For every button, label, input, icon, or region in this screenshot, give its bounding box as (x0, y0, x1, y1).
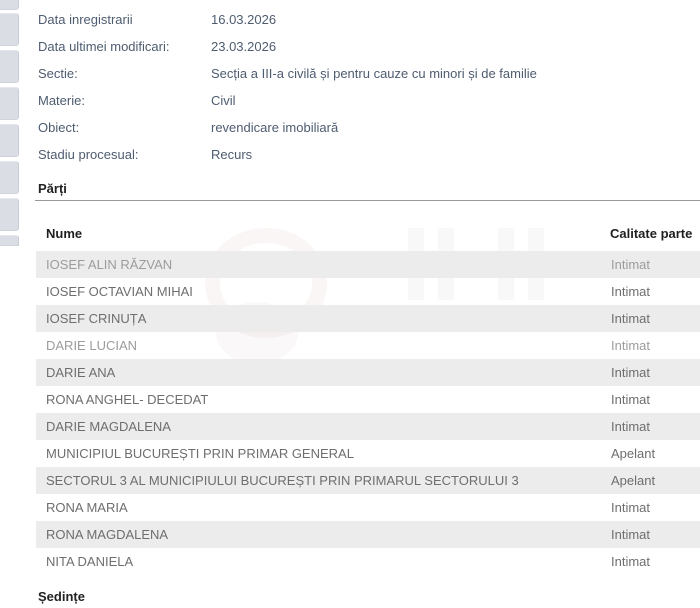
case-detail-label: Stadiu procesual: (38, 147, 139, 162)
menu-button-fragment[interactable] (0, 124, 19, 157)
case-detail-row (38, 6, 693, 33)
party-role-cell: Intimat (611, 284, 651, 299)
party-name-cell: RONA MAGDALENA (46, 527, 169, 542)
party-name-cell: DARIE ANA (46, 365, 116, 380)
table-row (36, 251, 700, 278)
table-row (36, 305, 700, 332)
party-role-cell: Intimat (611, 554, 651, 569)
party-name-cell: MUNICIPIUL BUCUREȘTI PRIN PRIMAR GENERAL (46, 446, 354, 461)
parties-section-title: Părți (38, 181, 67, 196)
case-detail-label: Data ultimei modificari: (38, 39, 170, 54)
case-detail-value: revendicare imobiliară (211, 120, 339, 135)
table-row (36, 413, 700, 440)
table-row (36, 386, 700, 413)
table-row (36, 494, 700, 521)
party-name-cell: RONA MARIA (46, 500, 128, 515)
case-detail-value: Civil (211, 93, 236, 108)
party-name-cell: NITA DANIELA (46, 554, 134, 569)
party-name-cell: RONA ANGHEL- DECEDAT (46, 392, 209, 407)
table-row (36, 467, 700, 494)
party-name-cell: DARIE MAGDALENA (46, 419, 171, 434)
table-row (36, 278, 700, 305)
case-detail-value: Secția a III-a civilă și pentru cauze cu minori și de familie (211, 66, 537, 81)
case-detail-label: Data inregistrarii (38, 12, 133, 27)
party-role-cell: Intimat (611, 419, 651, 434)
case-detail-label: Materie: (38, 93, 85, 108)
table-row (36, 332, 700, 359)
menu-button-fragment[interactable] (0, 235, 19, 246)
menu-button-fragment[interactable] (0, 198, 19, 231)
case-detail-row (38, 60, 693, 87)
parties-table-header (36, 226, 700, 242)
case-detail-value: 16.03.2026 (211, 12, 277, 27)
column-header-name: Nume (46, 226, 83, 241)
table-row (36, 548, 700, 575)
column-header-role: Calitate parte (610, 226, 693, 241)
party-name-cell: IOSEF CRINUȚA (46, 311, 147, 326)
menu-button-fragment[interactable] (0, 13, 19, 46)
case-details-list (38, 6, 693, 168)
party-role-cell: Apelant (611, 473, 656, 488)
party-role-cell: Intimat (611, 311, 651, 326)
party-role-cell: Intimat (611, 500, 651, 515)
party-role-cell: Intimat (611, 365, 651, 380)
case-detail-row (38, 114, 693, 141)
table-row (36, 359, 700, 386)
section-divider (35, 200, 700, 201)
parties-table (36, 251, 700, 575)
party-role-cell: Intimat (611, 338, 651, 353)
sessions-section-title: Ședințe (38, 589, 85, 604)
menu-button-fragment[interactable] (0, 161, 19, 194)
table-row (36, 440, 700, 467)
party-role-cell: Apelant (611, 446, 656, 461)
case-detail-row (38, 87, 693, 114)
party-role-cell: Intimat (611, 392, 651, 407)
menu-button-fragment[interactable] (0, 87, 19, 120)
case-detail-label: Obiect: (38, 120, 80, 135)
party-name-cell: IOSEF ALIN RĂZVAN (46, 257, 173, 272)
party-role-cell: Intimat (611, 527, 651, 542)
case-detail-value: Recurs (211, 147, 253, 162)
table-row (36, 521, 700, 548)
case-detail-label: Sectie: (38, 66, 78, 81)
menu-button-fragment[interactable] (0, 0, 19, 10)
case-detail-row (38, 33, 693, 60)
case-detail-value: 23.03.2026 (211, 39, 277, 54)
party-role-cell: Intimat (611, 257, 651, 272)
menu-button-fragment[interactable] (0, 50, 19, 83)
case-detail-row (38, 141, 693, 168)
party-name-cell: SECTORUL 3 AL MUNICIPIULUI BUCUREȘTI PRIN PRIMARUL SECTORULUI 3 (46, 473, 519, 488)
party-name-cell: DARIE LUCIAN (46, 338, 138, 353)
party-name-cell: IOSEF OCTAVIAN MIHAI (46, 284, 193, 299)
sidebar-menu-strip (0, 0, 19, 260)
